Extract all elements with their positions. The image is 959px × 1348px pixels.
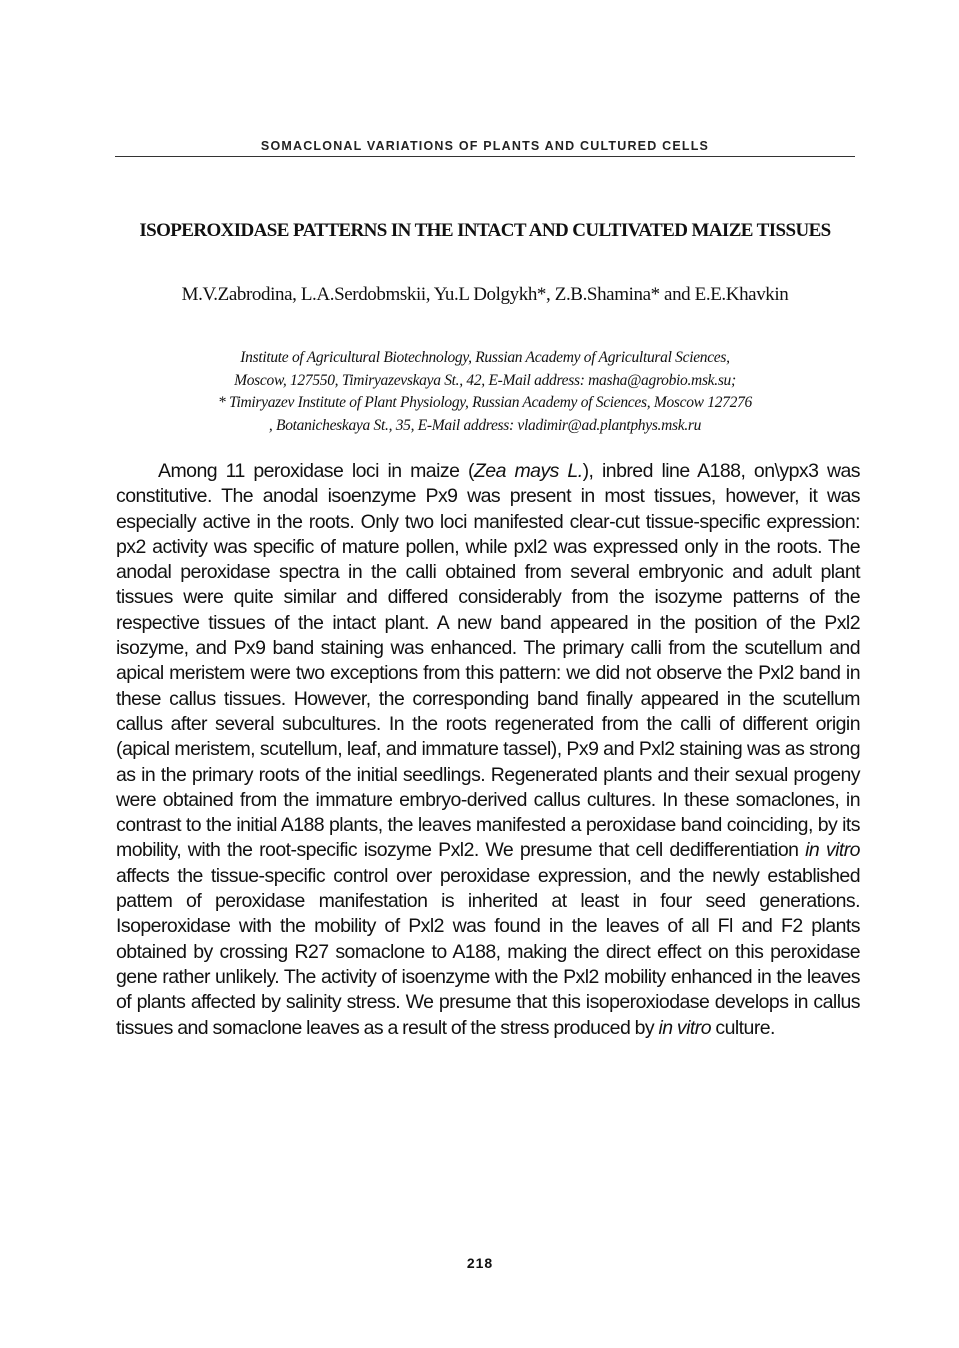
page-number: 218 [466,1255,494,1271]
header-rule [115,156,855,157]
affiliation-line: , Botanicheskaya St., 35, E-Mail address: vladimir@ad.plantphys.msk.ru [268,416,702,434]
affiliation-line: Institute of Agricultural Biotechnology, Russian Academy of Agricultural Sciences, [240,349,730,366]
abstract-text: ), inbred line A188, on\ypx3 was constitutive. The anodal isoenzyme Px9 was present in most tissues, however, it was especially active in the roots. Only two loci manifested clear-cut tissue-specific expression: px2 activity was specific of mature pollen, while pxl2 was expressed only in the roots. The anodal peroxidase spectra in the calli obtained from several embryonic and adult plant tissues were quite similar and differed considerably from the isozyme patterns of the respective tissues of the intact plant. A new band appeared in the position of the Pxl2 isozyme, and Px9 band staining was enhanced. The primary calli from the scutellum and apical meristem were two exceptions from this pattern: we did not observe the Pxl2 band in these callus tissues. However, the corresponding band finally appeared in the scutellum callus after several subcultures. In the roots regenerated from the calli of different origin (apical meristem, scutellum, leaf, and immature tassel), Px9 and Pxl2 staining was as strong as in the primary roots of the initial seedlings. Regenerated plants and their sexual progeny were obtained from the immature embryo-derived callus cultures. In these somaclones, in contrast to the initial A188 plants, the leaves manifested a peroxidase band coinciding, by its mobility, with the root-specific isozyme Pxl2. We presume that cell dedifferentiation [116,460,860,862]
paper-title: ISOPEROXIDASE PATTERNS IN THE INTACT AND CULTIVATED MAIZE TISSUES [139,220,831,241]
abstract-text: culture. [711,1016,775,1039]
in-vitro-term: in vitro [658,1016,712,1039]
author-list: M.V.Zabrodina, L.A.Serdobmskii, Yu.L Dolgykh*, Z.B.Shamina* and E.E.Khavkin [181,284,789,305]
affiliations [110,347,860,437]
running-head: SOMACLONAL VARIATIONS OF PLANTS AND CULTURED CELLS [260,139,710,153]
species-name: Zea mays L. [473,460,583,482]
abstract-body [116,459,860,1041]
affiliation-line: * Timiryazev Institute of Plant Physiology, Russian Academy of Sciences, Moscow 127276 [218,394,752,411]
abstract-text: Among 11 peroxidase loci in maize ( [158,460,474,482]
in-vitro-term: in vitro [805,839,860,862]
affiliation-line: Moscow, 127550, Timiryazevskaya St., 42, E-Mail address: masha@agrobio.msk.su; [234,371,736,389]
abstract-text: affects the tissue-specific control over peroxidase expression, and the newly established pattem of peroxidase manifestation is inherited at least in four seed generations. Isoperoxidase with the mobility of Pxl2 was found in the leaves of all Fl and F2 plants obtained by crossing R27 somaclone to A188, making the direct effect on this peroxidase gene rather unlikely. The activity of isoenzyme with the Pxl2 mobility enhanced in the leaves of plants affected by salinity stress. We presume that this isoperoxiodase develops in callus tissues and somaclone leaves as a result of the stress produced by [116,864,860,1039]
